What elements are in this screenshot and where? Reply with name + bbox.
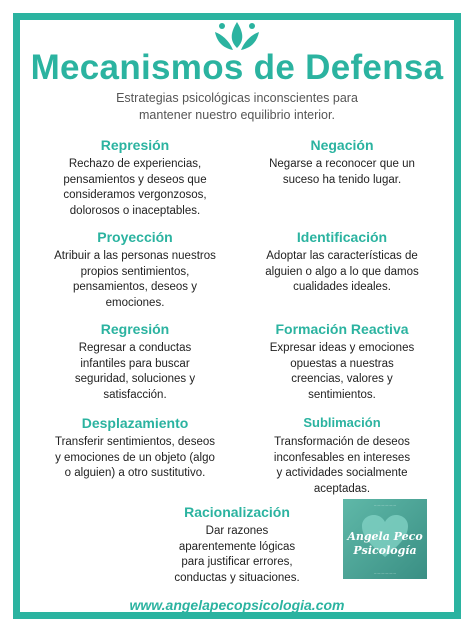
- section-represion: [38, 136, 232, 219]
- badge-subtitle: Psicología: [353, 544, 417, 557]
- section-text: Negarse a reconocer que un suceso ha tenido lugar.: [269, 158, 415, 186]
- section-text: Expresar ideas y emociones opuestas a nuestras creencias, valores y sentimientos.: [269, 342, 415, 401]
- section-formacion-reactiva: [244, 320, 440, 403]
- section-title: Desplazamiento: [81, 415, 189, 431]
- section-text: Transferir sentimientos, deseos y emociones de un objeto (algo o alguien) a otro sustitutivo.: [54, 436, 215, 479]
- section-text: Rechazo de experiencias, pensamientos y deseos que consideramos vergonzosos, dolorosos o inaceptables.: [63, 158, 207, 217]
- section-negacion: [244, 136, 440, 188]
- page-subtitle: Estrategias psicológicas inconscientes para mantener nuestro equilibrio interior.: [116, 91, 358, 122]
- section-title: Racionalización: [184, 504, 290, 520]
- section-identificacion: [244, 228, 440, 296]
- section-text: Regresar a conductas infantiles para buscar seguridad, soluciones y satisfacción.: [74, 342, 196, 401]
- section-title: Formación Reactiva: [275, 321, 409, 337]
- badge-decoration: ·················: [373, 503, 397, 508]
- section-text: Adoptar las características de alguien o algo a lo que damos cualidades ideales.: [265, 250, 419, 293]
- section-text: Dar razones aparentemente lógicas para justificar errores, conductas y situaciones.: [174, 525, 300, 584]
- brand-badge: [343, 499, 427, 579]
- section-regresion: [38, 320, 232, 403]
- section-title: Negación: [310, 137, 374, 153]
- section-proyeccion: [33, 228, 237, 311]
- section-desplazamiento: [33, 414, 237, 482]
- section-title: Proyección: [97, 229, 173, 245]
- section-racionalizacion: [148, 503, 326, 586]
- section-text: Transformación de deseos inconfesables en intereses y actividades socialmente aceptadas.: [273, 436, 411, 495]
- section-sublimacion: [244, 414, 440, 497]
- section-title: Regresión: [100, 321, 170, 337]
- badge-name: Angela Peco: [347, 530, 423, 543]
- section-text: Atribuir a las personas nuestros propios sentimientos, pensamientos, deseos y emociones.: [54, 250, 216, 309]
- section-title: Sublimación: [303, 415, 381, 430]
- badge-decoration: ·················: [373, 571, 397, 576]
- section-title: Represión: [100, 137, 170, 153]
- page-title: Mecanismos de Defensa: [30, 48, 444, 87]
- website-link[interactable]: www.angelapecopsicologia.com: [129, 597, 345, 613]
- section-title: Identificación: [296, 229, 388, 245]
